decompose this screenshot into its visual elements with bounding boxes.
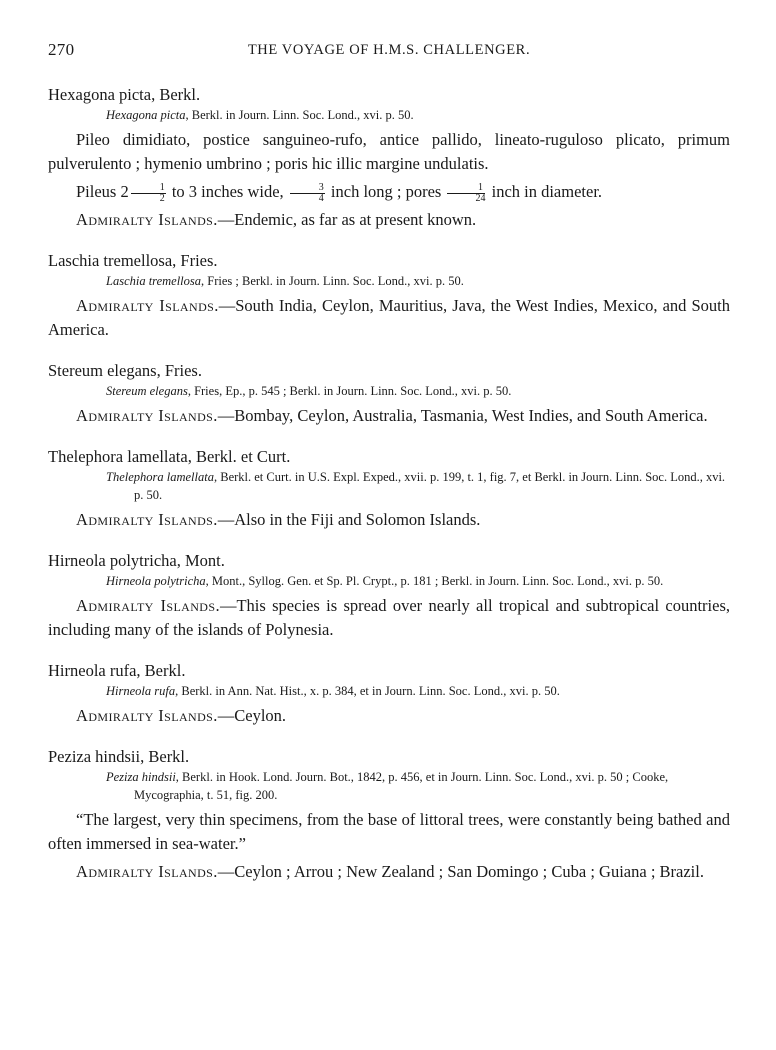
- synonymy-reference: , Berkl. in Hook. Lond. Journ. Bot., 1842, p. 456, et in Journ. Linn. Soc. Lond., xvi. p. 50 ; Cooke, Mycographia, t. 51, fig. 200.: [134, 770, 669, 802]
- distribution-text: —Bombay, Ceylon, Australia, Tasmania, West Indies, and South America.: [217, 406, 708, 425]
- species-heading: [48, 84, 730, 106]
- species-authority: , Berkl.: [136, 661, 186, 680]
- distribution: [48, 594, 730, 642]
- synonymy-citation: [106, 768, 730, 804]
- species-name: Hirneola rufa: [48, 661, 137, 680]
- synonymy-reference: , Berkl. et Curt. in U.S. Expl. Exped., xvii. p. 199, t. 1, fig. 7, et Berkl. in Journ. Linn. Soc. Lond., xvi. p. 50.: [134, 470, 726, 502]
- synonymy-name: Hirneola polytricha: [106, 574, 206, 588]
- distribution-text: —This species is spread over nearly all tropical and subtropical countries, including many of the islands of Polynesia.: [48, 596, 730, 639]
- species-heading: [48, 660, 730, 682]
- synonymy-name: Thelephora lamellata: [106, 470, 214, 484]
- species-name: Thelephora lamellata: [48, 447, 188, 466]
- distribution: [48, 404, 730, 428]
- synonymy-name: Hirneola rufa: [106, 684, 176, 698]
- species-name: Hirneola polytricha: [48, 551, 177, 570]
- fraction-denominator: 4: [318, 192, 324, 204]
- synonymy-reference: , Berkl. in Ann. Nat. Hist., x. p. 384, et in Journ. Linn. Soc. Lond., xvi. p. 50.: [175, 684, 560, 698]
- collector-quote: “The largest, very thin specimens, from the base of littoral trees, were constantly being bathed and often immersed in sea-water.”: [48, 810, 730, 853]
- synonymy-name: Peziza hindsii: [106, 770, 176, 784]
- measurements: [48, 180, 730, 204]
- synonymy-citation: [106, 272, 730, 290]
- species-authority: , Mont.: [176, 551, 225, 570]
- species-entry-stereum-elegans: [48, 360, 730, 428]
- synonymy-citation: [106, 382, 730, 400]
- species-name: Hexagona picta: [48, 85, 152, 104]
- locality-label: Admiralty Islands.: [76, 596, 220, 615]
- running-header: [48, 40, 730, 66]
- fraction-denominator: 24: [475, 192, 486, 204]
- fraction-numerator: 3: [290, 183, 325, 194]
- distribution-text: —Also in the Fiji and Solomon Islands.: [217, 510, 481, 529]
- distribution: [48, 294, 730, 342]
- species-authority: , Berkl.: [151, 85, 201, 104]
- synonymy-citation: [106, 468, 730, 504]
- distribution: [48, 860, 730, 884]
- fraction-numerator: 1: [131, 183, 166, 194]
- synonymy-name: Hexagona picta: [106, 108, 186, 122]
- synonymy-reference: , Berkl. in Journ. Linn. Soc. Lond., xvi. p. 50.: [185, 108, 414, 122]
- synonymy-reference: , Mont., Syllog. Gen. et Sp. Pl. Crypt., p. 181 ; Berkl. in Journ. Linn. Soc. Lond., xvi. p. 50.: [205, 574, 664, 588]
- fraction-numerator: 1: [447, 183, 485, 194]
- fraction-denominator: 2: [159, 192, 165, 204]
- locality-label: Admiralty Islands.: [76, 862, 218, 881]
- measure-text: Pileus 2: [76, 182, 129, 201]
- measure-text: to 3 inches wide,: [167, 182, 288, 201]
- species-authority: , Fries.: [156, 361, 202, 380]
- distribution: [48, 704, 730, 728]
- species-authority: , Berkl. et Curt.: [187, 447, 291, 466]
- document-page: [48, 40, 730, 884]
- fraction: [290, 183, 325, 204]
- species-entry-hexagona-picta: [48, 84, 730, 232]
- synonymy-name: Stereum elegans: [106, 384, 188, 398]
- species-entry-hirneola-rufa: [48, 660, 730, 728]
- species-name: Stereum elegans: [48, 361, 157, 380]
- species-name: Laschia tremellosa: [48, 251, 173, 270]
- species-authority: , Fries.: [172, 251, 218, 270]
- distribution-text: —Ceylon.: [217, 706, 287, 725]
- synonymy-citation: [106, 572, 730, 590]
- distribution-text: —Endemic, as far as at present known.: [217, 210, 477, 229]
- species-entry-thelephora-lamellata: [48, 446, 730, 532]
- locality-label: Admiralty Islands.: [76, 406, 218, 425]
- measure-text: inch in diameter.: [487, 182, 603, 201]
- locality-label: Admiralty Islands.: [76, 510, 218, 529]
- species-heading: [48, 746, 730, 768]
- page-title: THE VOYAGE OF H.M.S. CHALLENGER.: [247, 42, 531, 58]
- species-heading: [48, 250, 730, 272]
- species-entry-laschia-tremellosa: [48, 250, 730, 342]
- species-authority: , Berkl.: [140, 747, 190, 766]
- locality-label: Admiralty Islands.: [76, 296, 219, 315]
- distribution-text: —South India, Ceylon, Mauritius, Java, the West Indies, Mexico, and South America.: [48, 296, 730, 339]
- species-entry-hirneola-polytricha: [48, 550, 730, 642]
- synonymy-citation: [106, 106, 730, 124]
- synonymy-name: Laschia tremellosa: [106, 274, 202, 288]
- measure-text: inch long ; pores: [326, 182, 446, 201]
- page-number: 270: [48, 40, 75, 59]
- synonymy-reference: , Fries, Ep., p. 545 ; Berkl. in Journ. Linn. Soc. Lond., xvi. p. 50.: [187, 384, 512, 398]
- species-name: Peziza hindsii: [48, 747, 141, 766]
- distribution-text: —Ceylon ; Arrou ; New Zealand ; San Domingo ; Cuba ; Guiana ; Brazil.: [217, 862, 704, 881]
- fraction: [447, 183, 485, 204]
- species-heading: [48, 446, 730, 468]
- distribution: [48, 208, 730, 232]
- species-heading: [48, 550, 730, 572]
- species-heading: [48, 360, 730, 382]
- fraction: [131, 183, 166, 204]
- synonymy-citation: [106, 682, 730, 700]
- locality-label: Admiralty Islands.: [76, 210, 218, 229]
- locality-label: Admiralty Islands.: [76, 706, 218, 725]
- species-entry-peziza-hindsii: [48, 746, 730, 884]
- synonymy-reference: , Fries ; Berkl. in Journ. Linn. Soc. Lond., xvi. p. 50.: [201, 274, 464, 288]
- latin-description: Pileo dimidiato, postice sanguineo-rufo, antice pallido, lineato-ruguloso plicato, primum pulverulento ; hymenio umbrino ; poris hic illic margine undulatis.: [48, 130, 730, 173]
- distribution: [48, 508, 730, 532]
